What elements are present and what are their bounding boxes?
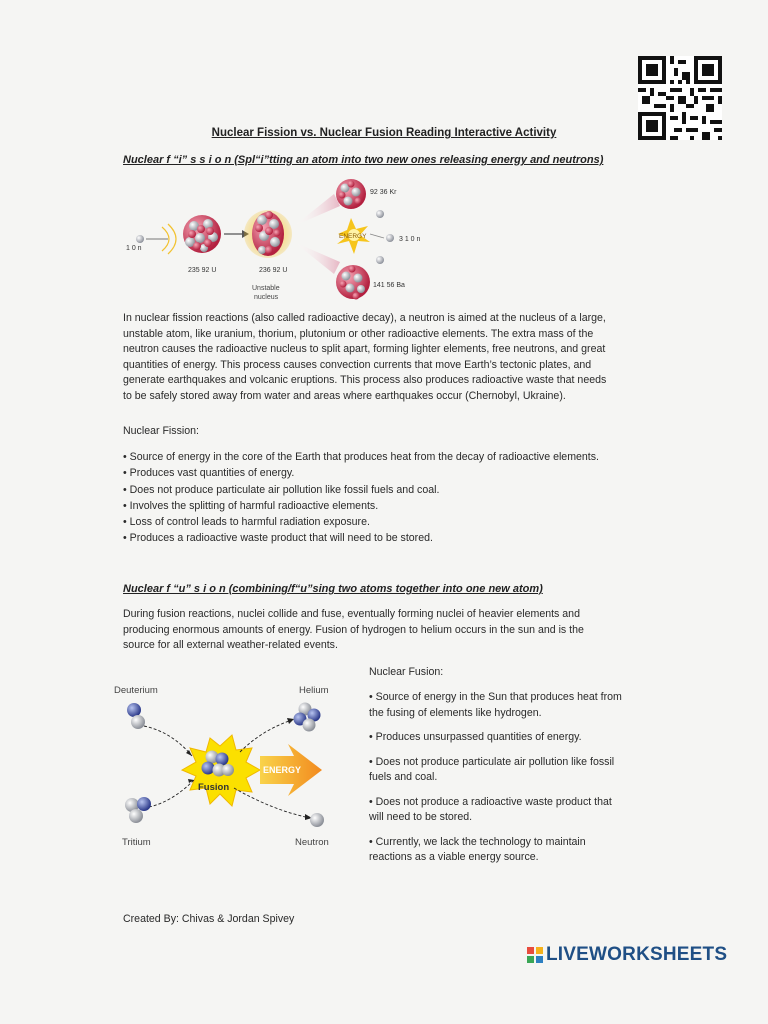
liveworksheets-logo-icon	[527, 947, 543, 963]
neutron-label: 1 0 n	[126, 245, 142, 252]
fission-paragraph-line: to be safely stored away from water and areas where earthquakes occur (Chernobyl, Ukraine).	[123, 389, 566, 402]
list-item: • Does not produce particulate air pollution like fossil fuels and coal.	[123, 482, 683, 498]
krypton-label: 92 36 Kr	[370, 189, 397, 196]
list-item: • Produces a radioactive waste product that will need to be stored.	[123, 530, 683, 546]
list-item	[369, 730, 669, 746]
fusion-bullet-list	[369, 690, 669, 875]
list-item: • Involves the splitting of harmful radioactive elements.	[123, 498, 683, 514]
list-item-line: fuels and coal.	[369, 771, 438, 783]
helium-label: Helium	[299, 685, 329, 696]
unstable-label: Unstable	[252, 285, 280, 292]
list-item	[369, 795, 669, 826]
u235-label: 235 92 U	[188, 267, 217, 274]
fission-paragraph-line: neutron causes the radioactive nucleus to split apart, forming lighter elements, free neutrons, and great	[123, 343, 606, 355]
fusion-paragraph-line: During fusion reactions, nuclei collide and fuse, eventually forming nuclei of heavier elements and	[123, 608, 580, 620]
list-item-line: Currently, we lack the technology to maintain	[375, 835, 586, 848]
fission-list-title: Nuclear Fission:	[123, 425, 199, 437]
page-title: Nuclear Fission vs. Nuclear Fusion Reading Interactive Activity	[211, 127, 557, 139]
free-neutrons-icon	[370, 210, 394, 264]
free-neutrons-label: 3 1 0 n	[399, 236, 421, 243]
list-item-line: will need to be stored.	[369, 811, 473, 823]
helium-atom-icon	[294, 703, 321, 732]
fission-diagram	[118, 172, 448, 307]
fission-paragraph-line: In nuclear fission reactions (also called radioactive decay), a neutron is aimed at the nucleus of a large,	[123, 312, 606, 324]
fusion-label: Fusion	[198, 782, 230, 793]
fission-paragraph	[123, 311, 683, 404]
fusion-list-title: Nuclear Fusion:	[369, 666, 444, 678]
list-item-line: the fusing of elements like hydrogen.	[369, 706, 542, 719]
fusion-paragraph-line: producing enormous amounts of energy. Fusion of hydrogen to helium occurs in the sun and is the	[123, 623, 584, 636]
list-item-line: Source of energy in the Sun that produces heat from	[375, 691, 622, 703]
logo-text: LIVEWORKSHEETS	[546, 944, 728, 965]
tritium-label: Tritium	[122, 837, 151, 848]
barium-nucleus-icon	[336, 265, 370, 300]
neutron-particle-icon	[310, 813, 324, 827]
fission-paragraph-line: generate earthquakes and volcanic eruptions. This process also produces radioactive waste that needs	[123, 374, 607, 386]
fission-heading: Nuclear f “i” s s i o n (Spl“i”tting an atom into two new ones releasing energy and neutrons)	[123, 154, 604, 166]
fusion-paragraph	[123, 607, 683, 654]
energy-label: ENERGY	[339, 233, 367, 240]
list-item-line: Does not produce a radioactive waste product that	[375, 795, 612, 808]
credit-text: Created By: Chivas & Jordan Spivey	[123, 913, 295, 925]
list-item-line: reactions as a viable energy source.	[369, 851, 539, 863]
list-item	[369, 690, 669, 721]
liveworksheets-logo[interactable]	[527, 944, 727, 966]
fission-paragraph-line: quantities of energy. This process causes convection currents that move Earth’s tectonic plates, and	[123, 358, 592, 371]
krypton-nucleus-icon	[336, 179, 366, 209]
fusion-heading: Nuclear f “u” s i o n (combining/f“u”sing two atoms together into one new atom)	[123, 583, 543, 595]
energy-label: ENERGY	[263, 765, 302, 775]
list-item-line: Does not produce particulate air pollution like fossil	[375, 755, 615, 768]
u236-label: 236 92 U	[259, 267, 288, 274]
neutron-label: Neutron	[295, 837, 329, 848]
nucleus-label: nucleus	[254, 294, 279, 301]
deuterium-atom-icon	[127, 703, 145, 729]
fusion-diagram	[112, 680, 342, 852]
list-item	[369, 755, 669, 786]
list-item-line: Produces unsurpassed quantities of energy.	[375, 731, 582, 743]
barium-label: 141 56 Ba	[373, 282, 405, 289]
list-item	[369, 835, 669, 866]
unstable-nucleus-icon	[244, 210, 292, 258]
list-item: • Source of energy in the core of the Earth that produces heat from the decay of radioactive elements.	[123, 449, 683, 465]
uranium-235-nucleus-icon	[183, 215, 221, 253]
list-item: • Produces vast quantities of energy.	[123, 465, 683, 481]
list-item: • Loss of control leads to harmful radiation exposure.	[123, 514, 683, 530]
incoming-neutron-icon	[136, 224, 176, 254]
fusion-paragraph-line: source for all external weather-related events.	[123, 639, 338, 651]
deuterium-label: Deuterium	[114, 685, 158, 696]
fission-paragraph-line: unstable atom, like uranium, thorium, plutonium or other radioactive elements. The extra mass of the	[123, 327, 594, 340]
tritium-atom-icon	[125, 797, 151, 823]
fission-bullet-list	[123, 449, 683, 547]
